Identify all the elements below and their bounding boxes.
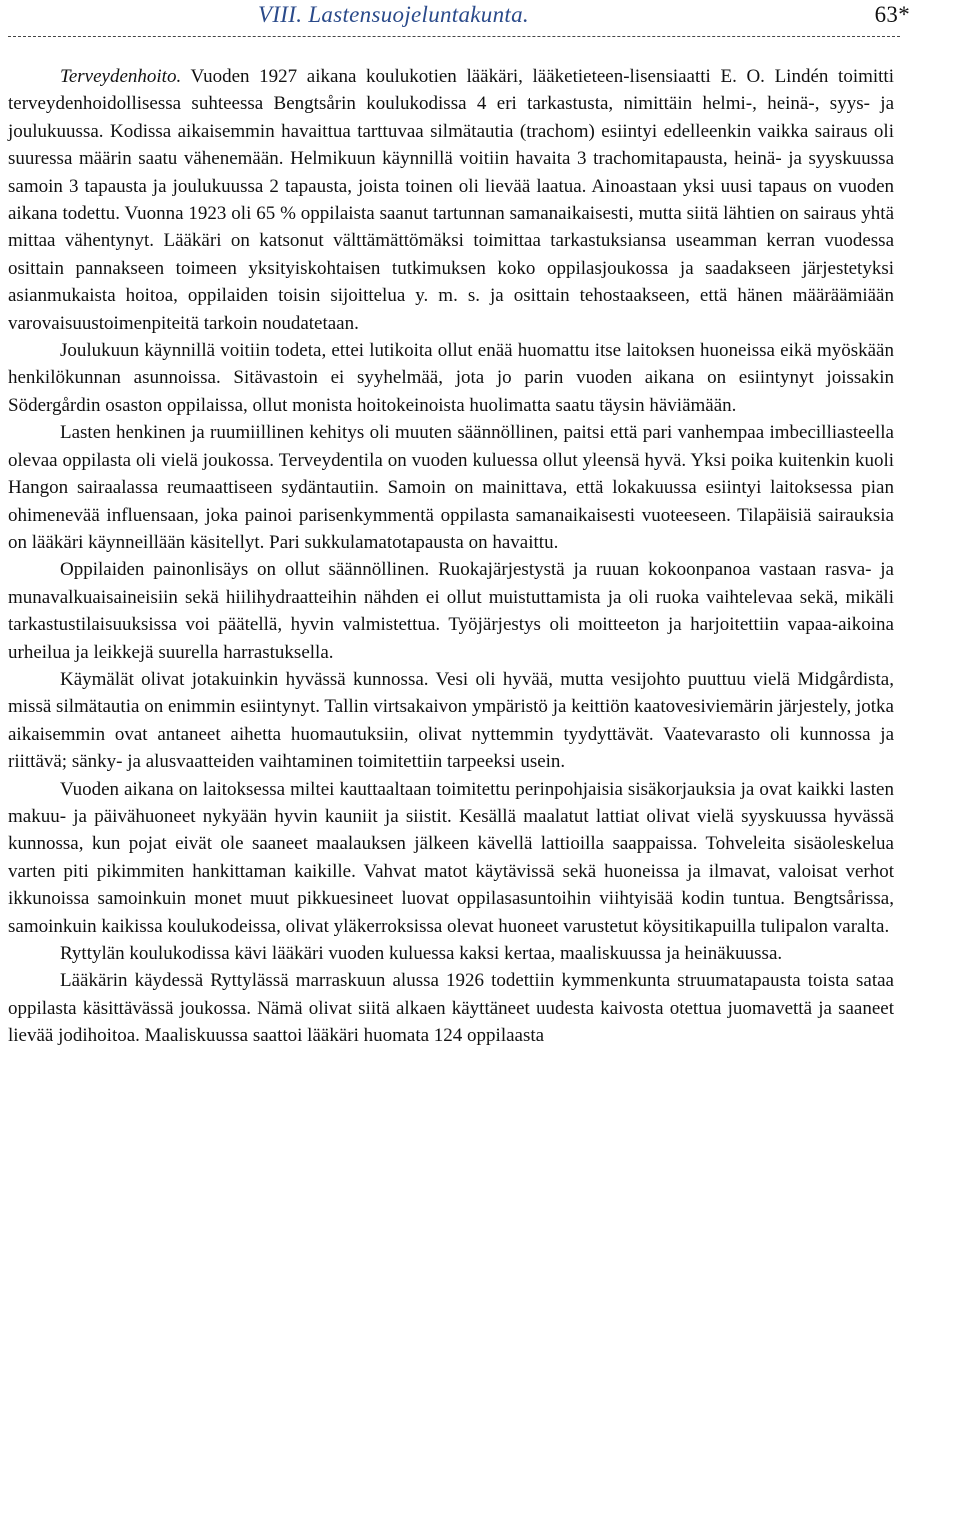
section-title: VIII. Lastensuojeluntakunta. [258, 2, 529, 27]
paragraph-text: Vuoden 1927 aikana koulukotien lääkäri, lääketieteen-lisensiaatti E. O. Lindén toimitti terveydenhoidollisessa suhteessa Bengtsårin koulukodissa 4 eri tarkastusta, nimittäin helmi-, heinä-, syys- ja joulukuussa. Kodissa aikaisemmin havaittua tarttuvaa silmätautia (trachom) esiintyi edelleenkin vaikka sairaus oli suuressa määrin saatu vähenemään. Helmikuun käynnillä voitiin havaita 3 trachomitapausta, heinä- ja syyskuussa samoin 3 tapausta ja joulukuussa 2 tapausta, joista toinen oli lievää laatua. Ainoastaan yksi uusi tapaus on vuoden aikana todettu. Vuonna 1923 oli 65 % oppilaista saanut tartunnan samanaikaisesti, mutta siitä lähtien on sairaus yhtä mittaa vähentynyt. Lääkäri on katsonut välttämättömäksi toimittaa tarkastuksiansa useamman kerran vuodessa osittain pannakseen toimeen yksityiskohtaisen tutkimuksen koko oppilasjoukossa ja saadakseen järjestetyksi asianmukaista hoitoa, oppilaiden toisin sijoittelua y. m. s. ja osittain tehostaakseen, että hänen määräämiään varovaisuustoimenpiteitä tarkoin noudatetaan. [8, 66, 894, 334]
paragraph-lead: Terveydenhoito. [60, 66, 182, 87]
paragraph-lutikat: Joulukuun käynnillä voitiin todeta, ettei lutikoita ollut enää huomattu itse laitoksen huoneissa eikä myöskään henkilökunnan asunnoissa. Sitävastoin ei syyhelmää, jota jo parin vuoden aikana on esiintynyt joissakin Södergårdin osaston oppilaissa, ollut monista hoitokeinoista huolimatta saatu täysin häviämään. [8, 340, 894, 416]
body-text [8, 63, 894, 1050]
paragraph-kehitys: Lasten henkinen ja ruumiillinen kehitys oli muuten säännöllinen, paitsi että pari vanhempaa imbecilliasteella olevaa oppilasta oli vielä joukossa. Terveydentila on vuoden kuluessa ollut yleensä hyvä. Yksi poika kuitenkin kuoli Hangon sairaalassa reumaattiseen sydäntautiin. Samoin on mainittava, että lokakuussa esiintyi laitoksessa pian ohimenevää influensaan, joka painoi parisenkymmentä oppilasta samanaikaisesti vuoteeseen. Tilapäisiä sairauksia on lääkäri käynneillään käsitellyt. Pari sukkulamatotapausta on havaittu. [8, 422, 894, 553]
paragraph-korjaukset: Vuoden aikana on laitoksessa miltei kauttaaltaan toimitettu perinpohjaisia sisäkorjauksia ja ovat kaikki lasten makuu- ja päivähuoneet nykyään hyvin kauniit ja siistit. Kesällä maalatut lattiat olivat vielä syyskuussa hyvässä kunnossa, kun pojat eivät ole saaneet maalauksen jälkeen kävellä lattioilla saappaissa. Tohveleita sisäoleskelua varten piti pikimmiten hankittaman kaikille. Vahvat matot käytävissä sekä huoneissa ja ilmavat, valoisat verhot ikkunoissa samoinkuin monet muut pikkuesineet luovat oppilasasuntoihin viihtyisää kodin tuntua. Bengtsårissa, samoinkuin kaikissa koulukodeissa, olivat yläkerroksissa olevat huoneet varustetut köysitikapuilla tulipalon varalta. [8, 778, 894, 937]
paragraph-ryttyla: Ryttylän koulukodissa kävi lääkäri vuoden kuluessa kaksi kertaa, maaliskuussa ja heinäkuussa. [60, 943, 783, 964]
page-header [0, 2, 960, 32]
paragraph-ravinto: Oppilaiden painonlisäys on ollut säännöllinen. Ruokajärjestystä ja ruuan kokoonpanoa vastaan rasva- ja munavalkuaisaineisiin sekä hiilihydraatteihin nähden ei ollut muistuttamista ja oli ruoka vaihtelevaa sekä, mikäli tarkastustilaisuuksissa voi päätellä, hyvin valmistettua. Työjärjestys oli moitteeton ja harjoitettiin vapaa-aikoina urheilua ja leikkejä suurella harrastuksella. [8, 559, 894, 663]
page-number: 63* [874, 2, 910, 27]
header-rule [8, 36, 900, 37]
paragraph-terveydenhoito [8, 63, 894, 337]
paragraph-kaymalat: Käymälät olivat jotakuinkin hyvässä kunnossa. Vesi oli hyvää, mutta vesijohto puuttuu vielä Midgårdista, missä silmätautia on enimmin esiintynyt. Tallin virtsakaivon ympäristö ja keittiön kaatovesiviemärin järjestely, jotka aikaisemmin ovat antaneet aihetta huomautuksiin, olivat nyttemmin tyydyttävät. Vaatevarasto oli kunnossa ja riittävä; sänky- ja alusvaatteiden vaihtaminen toimitettiin tarpeeksi usein. [8, 668, 894, 773]
paragraph-struuma: Lääkärin käydessä Ryttylässä marraskuun alussa 1926 todettiin kymmenkunta struumatapausta toista sataa oppilasta käsittävässä joukossa. Nämä olivat siitä alkaen käyttäneet uudesta kaivosta otettua juomavettä ja saaneet lievää jodihoitoa. Maaliskuussa saattoi lääkäri huomata 124 oppilaasta [8, 970, 894, 1047]
